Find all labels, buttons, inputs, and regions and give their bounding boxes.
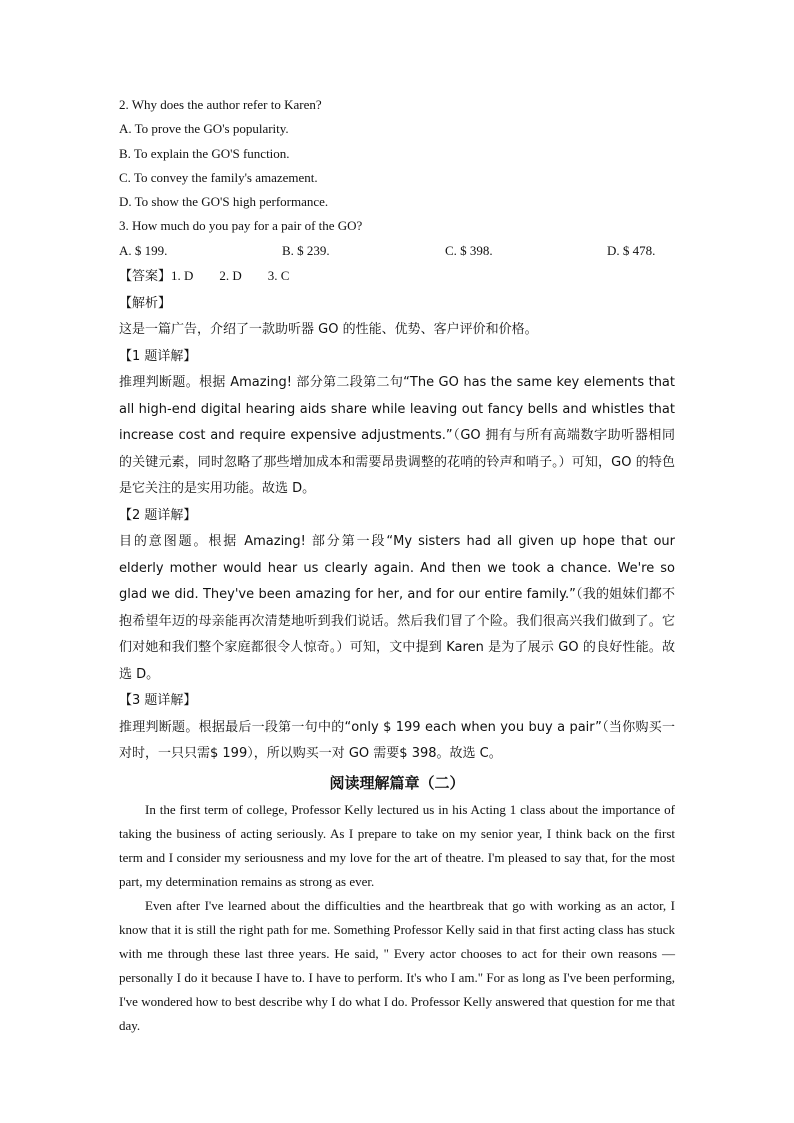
- section-3-heading: 【3 题详解】: [119, 693, 197, 709]
- q2-option-b: B. To explain the GO'S function.: [119, 145, 290, 161]
- question-2: 2. Why does the author refer to Karen?: [119, 97, 322, 112]
- passage-body: [119, 798, 675, 1039]
- document-content: [119, 93, 675, 1039]
- analysis-label: 【解析】: [119, 295, 172, 311]
- section-3-text: 推理判断题。根据最后一段第一句中的“only $ 199 each when you buy a pair”（当你购买一对时，一只只需$ 199），所以购买一对 GO 需要$ 398。故选 C。: [119, 719, 675, 762]
- section-1-heading: 【1 题详解】: [119, 348, 197, 364]
- answer-label: 【答案】: [119, 269, 172, 285]
- q3-option-a: A. $ 199.: [119, 242, 168, 258]
- answer-2: 2. D: [219, 268, 242, 284]
- answer-3: 3. C: [267, 268, 290, 284]
- passage-paragraph-1: In the first term of college, Professor Kelly lectured us in his Acting 1 class about the importance of taking the business of acting seriously. As I prepare to take on my senior year, I think back on the first term and I consider my seriousness and my love for the art of theatre. I'm pleased to say that, for the most part, my determination remains as strong as ever.: [119, 801, 675, 889]
- passage-title: 阅读理解篇章（二）: [329, 773, 465, 792]
- q2-option-d: D. To show the GO'S high performance.: [119, 194, 329, 210]
- passage-paragraph-2: Even after I've learned about the difficulties and the heartbreak that go with working as an actor, I know that it is still the right path for me. Something Professor Kelly said in that first acting class has stuck with me through these last three years. He said, " Every actor chooses to act for their own reasons — personally I do it because I have to. I have to perform. It's who I am." For as long as I've been performing, I've wondered how to best describe why I do what I do. Professor Kelly answered that question for me that day.: [119, 897, 675, 1034]
- analysis-summary: 这是一篇广告，介绍了一款助听器 GO 的性能、优势、客户评价和价格。: [119, 322, 538, 338]
- q2-option-c: C. To convey the family's amazement.: [119, 169, 318, 185]
- question-3: 3. How much do you pay for a pair of the GO?: [119, 218, 363, 234]
- answer-line: [119, 263, 675, 291]
- q2-option-a: A. To prove the GO's popularity.: [119, 121, 289, 137]
- q3-options: [119, 239, 675, 263]
- section-2-text: 目的意图题。根据 Amazing! 部分第一段“My sisters had all given up hope that our elderly mother would hear us clearly again. And then we took a chance. We're so glad we did. They've been amazing for her, and for our entire family.”（我的姐妹们都不抱希望年迈的母亲能再次清楚地听到我们说话。然后我们冒了个险。我们很高兴我们做到了。它们对她和我们整个家庭都很令人惊奇。）可知，文中提到 Karen 是为了展示 GO 的良好性能。故选 D。: [119, 534, 675, 682]
- q3-option-b: B. $ 239.: [282, 242, 330, 258]
- q3-option-d: D. $ 478.: [607, 242, 656, 258]
- section-1-text: 推理判断题。根据 Amazing! 部分第二段第二句“The GO has the same key elements that all high-end digital hearing aids share while leaving out fancy bells and whistles that increase cost and require expensive adjustments.”（GO 拥有与所有高端数字助听器相同的关键元素，同时忽略了那些增加成本和需要昂贵调整的花哨的铃声和哨子。）可知，GO 的特色是它关注的是实用功能。故选 D。: [119, 375, 675, 497]
- answer-1: 1. D: [171, 268, 194, 284]
- q3-option-c: C. $ 398.: [445, 242, 493, 258]
- section-2-heading: 【2 题详解】: [119, 507, 197, 523]
